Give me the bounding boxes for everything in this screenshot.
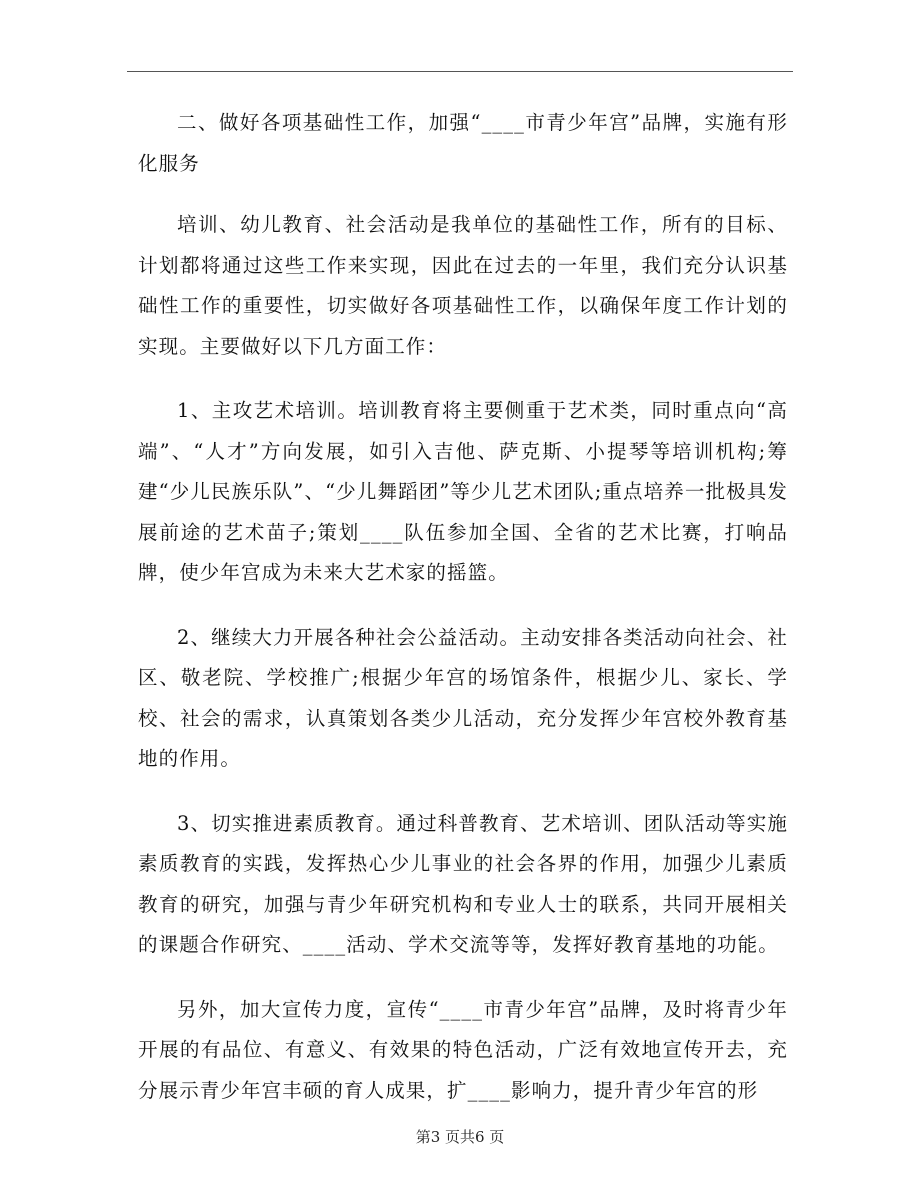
item-2-paragraph: 2、继续大力开展各种社会公益活动。主动安排各类活动向社会、社区、敬老院、学校推广;根据少年宫的场馆条件，根据少儿、家长、学校、社会的需求，认真策划各类少儿活动，充分发挥少年宫校外教育基地的作用。 [138, 625, 788, 770]
intro-paragraph: 培训、幼儿教育、社会活动是我单位的基础性工作，所有的目标、计划都将通过这些工作来实现，因此在过去的一年里，我们充分认识基础性工作的重要性，切实做好各项基础性工作，以确保年度工作计划的实现。主要做好以下几方面工作： [138, 213, 788, 358]
item-3-paragraph: 3、切实推进素质教育。通过科普教育、艺术培训、团队活动等实施素质教育的实践，发挥热心少儿事业的社会各界的作用，加强少儿素质教育的研究，加强与青少年研究机构和专业人士的联系，共同开展相关的课题合作研究、____活动、学术交流等等，发挥好教育基地的功能。 [138, 811, 788, 956]
item-1-paragraph: 1、主攻艺术培训。培训教育将主要侧重于艺术类，同时重点向“高端”、“人才”方向发展，如引入吉他、萨克斯、小提琴等培训机构;筹建“少儿民族乐队”、“少儿舞蹈团”等少儿艺术团队;重点培养一批极具发展前途的艺术苗子;策划____队伍参加全国、全省的艺术比赛，打响品牌，使少年宫成为未来大艺术家的摇篮。 [138, 399, 788, 584]
page-body [138, 103, 788, 1135]
section-heading: 二、做好各项基础性工作，加强“____市青少年宫”品牌，实施有形化服务 [138, 111, 788, 175]
page-number-footer: 第3 页共6 页 [415, 1128, 505, 1146]
publicity-paragraph: 另外，加大宣传力度，宣传“____市青少年宫”品牌，及时将青少年开展的有品位、有意义、有效果的特色活动，广泛有效地宣传开去，充分展示青少年宫丰硕的育人成果，扩____影响力，提升青少年宫的形 [138, 997, 788, 1102]
header-rule [127, 71, 793, 72]
